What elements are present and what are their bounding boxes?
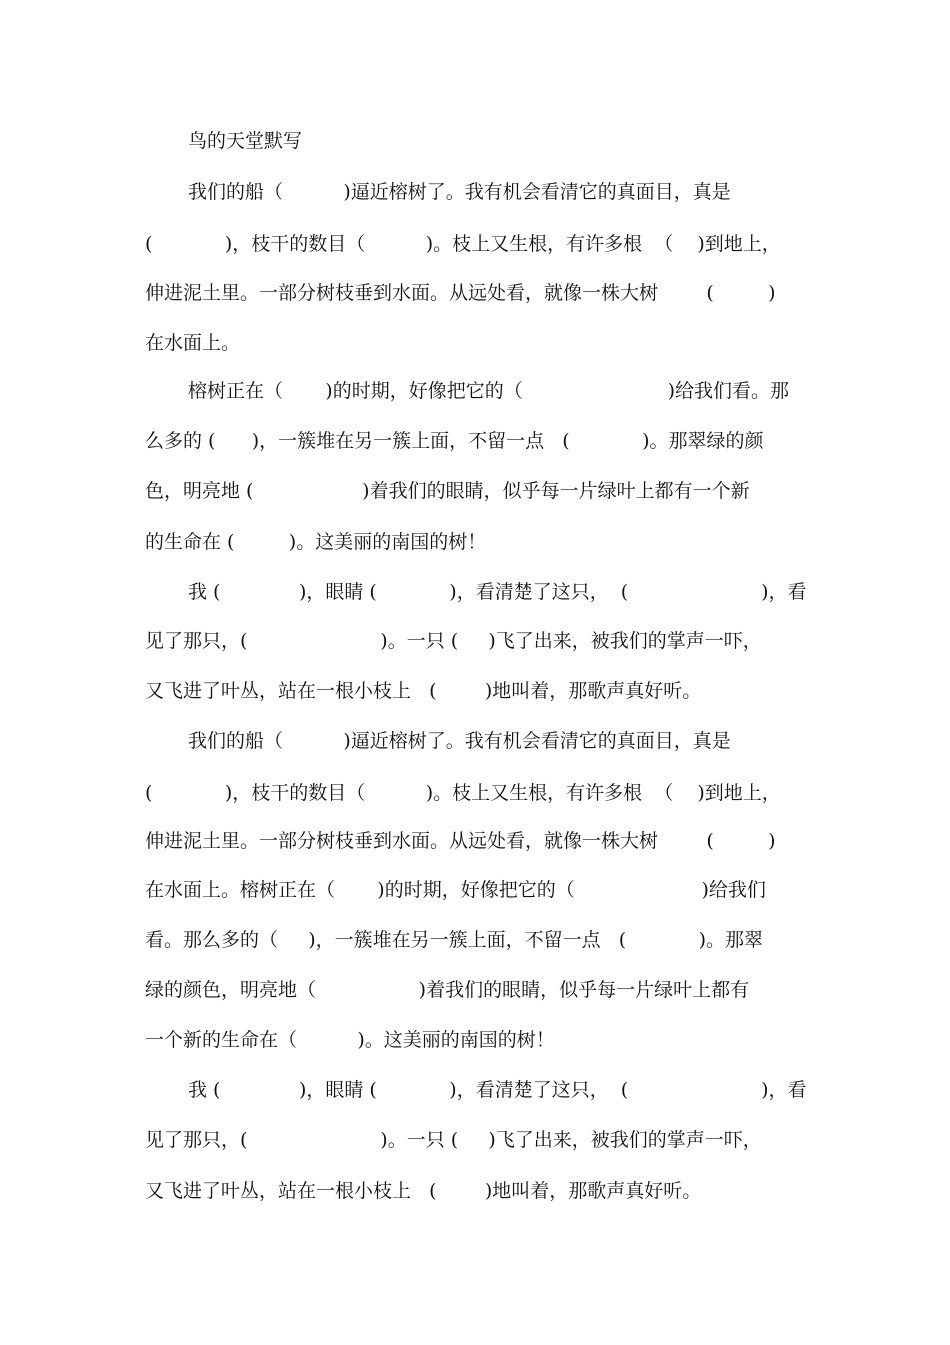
- document-title: 鸟的天堂默写: [188, 130, 303, 152]
- text-line: 榕树正在（ )的时期，好像把它的（ )给我们看。那: [188, 380, 790, 402]
- text-line: 我 ( )，眼睛 ( )，看清楚了这只， ( )，看: [188, 581, 807, 603]
- text-line: 伸进泥土里。一部分树枝垂到水面。从远处看，就像一株大树 ( ): [145, 830, 776, 852]
- text-line: 又飞进了叶丛，站在一根小枝上 ( )地叫着，那歌声真好听。: [145, 1180, 702, 1202]
- text-line: 见了那只，( )。一只 ( )飞了出来，被我们的掌声一吓，: [145, 1129, 762, 1151]
- text-line: 看。那么多的（ )，一簇堆在另一簇上面，不留一点 ( )。那翠: [145, 929, 764, 951]
- text-line: 一个新的生命在（ )。这美丽的南国的树！: [145, 1029, 555, 1051]
- text-line: 么多的 ( )，一簇堆在另一簇上面，不留一点 ( )。那翠绿的颜: [145, 430, 764, 452]
- text-line: ( )，枝干的数目（ )。枝上又生根，有许多根 （ )到地上，: [145, 782, 781, 804]
- text-line: 在水面上。: [145, 332, 241, 354]
- text-line: 绿的颜色，明亮地（ )着我们的眼睛，似乎每一片绿叶上都有: [145, 979, 750, 1001]
- text-line: 我们的船（ )逼近榕树了。我有机会看清它的真面目，真是: [188, 730, 731, 752]
- text-line: 我们的船（ )逼近榕树了。我有机会看清它的真面目，真是: [188, 181, 731, 203]
- text-line: 的生命在 ( )。这美丽的南国的树！: [145, 531, 487, 553]
- text-line: 见了那只，( )。一只 ( )飞了出来，被我们的掌声一吓，: [145, 630, 762, 652]
- text-line: 又飞进了叶丛，站在一根小枝上 ( )地叫着，那歌声真好听。: [145, 680, 702, 702]
- text-line: 在水面上。榕树正在（ )的时期，好像把它的（ )给我们: [145, 879, 766, 901]
- text-line: 我 ( )，眼睛 ( )，看清楚了这只， ( )，看: [188, 1079, 807, 1101]
- text-line: 色，明亮地 ( )着我们的眼睛，似乎每一片绿叶上都有一个新: [145, 480, 750, 502]
- text-line: 伸进泥土里。一部分树枝垂到水面。从远处看，就像一株大树 ( ): [145, 282, 776, 304]
- text-line: ( )，枝干的数目（ )。枝上又生根，有许多根 （ )到地上，: [145, 233, 781, 255]
